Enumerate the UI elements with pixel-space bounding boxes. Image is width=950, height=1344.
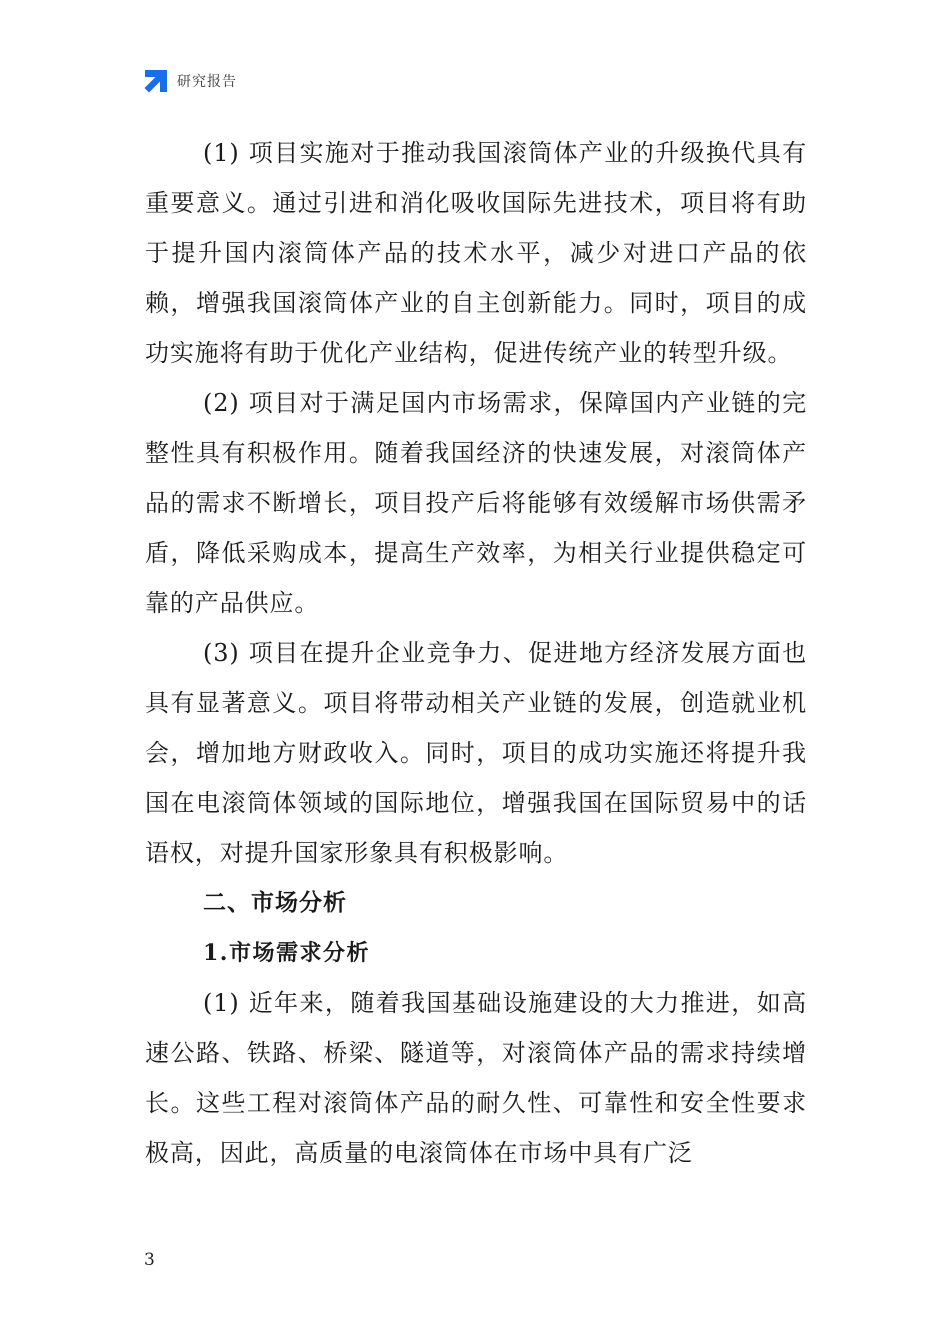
subsection-heading: 1.市场需求分析 [203,940,370,966]
page-number: 3 [144,1250,155,1270]
paragraph-1: (1) 项目实施对于推动我国滚筒体产业的升级换代具有重要意义。通过引进和消化吸收国际先进技术，项目将有助于提升国内滚筒体产品的技术水平，减少对进口产品的依赖，增强我国滚筒体产业的自主创新能力。同时，项目的成功实施将有助于优化产业结构，促进传统产业的转型升级。 [145,139,807,367]
paragraph-4: (1) 近年来，随着我国基础设施建设的大力推进，如高速公路、铁路、桥梁、隧道等，对滚筒体产品的需求持续增长。这些工程对滚筒体产品的耐久性、可靠性和安全性要求极高，因此，高质量的电滚筒体在市场中具有广泛 [145,989,807,1167]
document-body [145,128,807,1178]
report-logo-icon [143,68,169,94]
header-title: 研究报告 [177,74,237,90]
page-header [143,68,237,94]
paragraph-2: (2) 项目对于满足国内市场需求，保障国内产业链的完整性具有积极作用。随着我国经济的快速发展，对滚筒体产品的需求不断增长，项目投产后将能够有效缓解市场供需矛盾，降低采购成本，提高生产效率，为相关行业提供稳定可靠的产品供应。 [145,389,807,617]
paragraph-3: (3) 项目在提升企业竞争力、促进地方经济发展方面也具有显著意义。项目将带动相关产业链的发展，创造就业机会，增加地方财政收入。同时，项目的成功实施还将提升我国在电滚筒体领域的国际地位，增强我国在国际贸易中的话语权，对提升国家形象具有积极影响。 [145,639,807,867]
section-heading: 二、市场分析 [203,890,347,916]
